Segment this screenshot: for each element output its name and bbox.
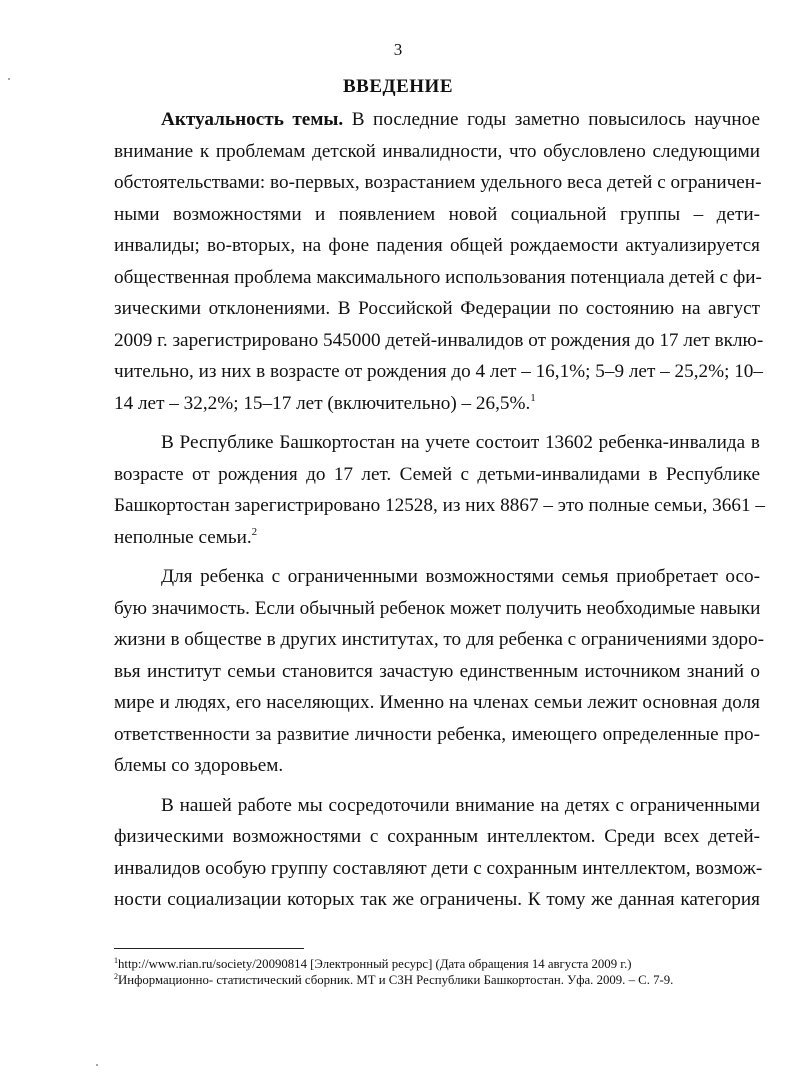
footnote-1: $^1$http://www.rian.ru/society/20090814 [Электронный ресурс] (Дата обращения 14 августа 2009 г.) [114, 956, 632, 971]
scan-speck [96, 1064, 98, 1066]
text-line: 14 лет – 32,2%; 15–17 лет (включительно) – 26,5%.$^1$ [114, 391, 536, 414]
text-line: общественная проблема максимального использования потенциала детей с фи- [114, 266, 762, 288]
text-line: чительно, из них в возрасте от рождения до 4 лет – 16,1%; 5–9 лет – 25,2%; 10– [114, 361, 763, 382]
text-line: внимание к проблемам детской инвалидности, что обусловлено следующими [114, 140, 760, 162]
paragraph-family [114, 561, 764, 782]
footnote-separator [114, 948, 304, 949]
text-line: Актуальность темы. В последние годы заметно повысилось научное [161, 109, 760, 130]
text-line: ности социализации которых так же ограничены. К тому же данная категория [114, 889, 760, 910]
paragraph-focus [114, 790, 763, 916]
lead-bold: Актуальность темы. [161, 109, 344, 130]
body-text [114, 104, 765, 916]
text-line: ответственности за развитие личности ребенка, имеющего определенные про- [114, 723, 760, 745]
paragraph-bashkortostan [114, 427, 765, 553]
text-line: вья институт семьи становится зачастую единственным источником знаний о [114, 660, 760, 682]
text-line: жизни в обществе в других институтах, то для ребенка с ограничениями здоро- [114, 629, 764, 650]
footnote-ref: 1 [530, 391, 536, 404]
text-line: В Республике Башкортостан на учете состоит 13602 ребенка-инвалида в [161, 432, 760, 453]
footnotes [114, 956, 760, 988]
text-line: физическими возможностями с сохранным интеллектом. Среди всех детей- [114, 826, 760, 847]
text-line: мире и людях, его населяющих. Именно на членах семьи лежит основная доля [114, 692, 760, 713]
text-line: зическими отклонениями. В Российской Федерации по состоянию на август [114, 298, 760, 319]
text-line: инвалиды; во-вторых, на фоне падения общей рождаемости актуализируется [114, 235, 760, 256]
text-line: ными возможностями и появлением новой социальной группы – дети- [114, 203, 760, 225]
text-line: возрасте от рождения до 17 лет. Семей с детьми-инвалидами в Республике [114, 463, 760, 485]
text-line: Для ребенка с ограниченными возможностями семья приобретает осо- [161, 566, 760, 587]
page-number: 3 [393, 40, 403, 59]
text-line: бую значимость. Если обычный ребенок может получить необходимые навыки [114, 597, 761, 619]
text-line: неполные семьи.$^2$ [114, 525, 258, 548]
text-line: 2009 г. зарегистрировано 545000 детей-инвалидов от рождения до 17 лет вклю- [114, 329, 764, 351]
text-line: обстоятельствами: во-первых, возрастанием удельного веса детей с ограничен- [114, 172, 762, 193]
paragraph-relevance [114, 104, 764, 419]
text-line: блемы со здоровьем. [114, 755, 284, 776]
section-heading: ВВЕДЕНИЕ [343, 76, 453, 97]
text-line: В нашей работе мы сосредоточили внимание на детях с ограниченными [161, 794, 760, 816]
footnote-2: $^2$Информационно- статистический сборник. МТ и СЗН Республики Башкортостан. Уфа. 2009. – С. 7-9. [114, 972, 674, 987]
text-line: инвалидов особую группу составляют дети с сохранным интеллектом, возмож- [114, 857, 763, 879]
scan-speck [8, 78, 10, 80]
text-line: Башкортостан зарегистрировано 12528, из них 8867 – это полные семьи, 3661 – [114, 495, 765, 516]
footnote-ref: 2 [251, 525, 258, 538]
